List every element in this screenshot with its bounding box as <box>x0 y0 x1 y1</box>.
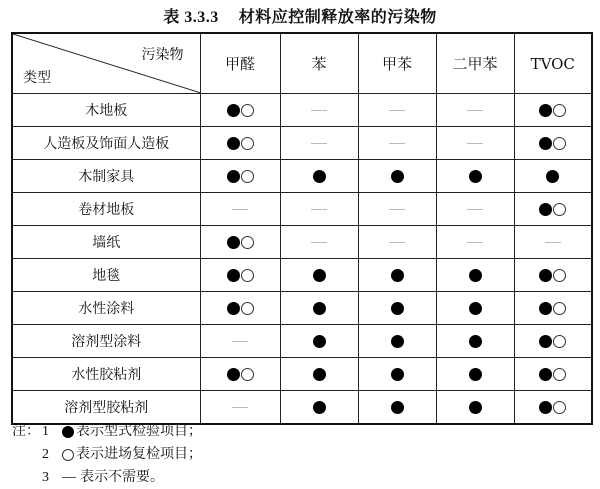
dash-icon <box>232 341 248 342</box>
note-text: 表示不需要。 <box>80 469 164 485</box>
table-row <box>12 226 592 259</box>
table-row <box>12 325 592 358</box>
row-label: 水性胶粘剂 <box>12 358 200 391</box>
filled-dot-icon <box>313 335 326 348</box>
type-and-site-test-cell <box>514 259 592 292</box>
type-test-cell <box>280 160 358 193</box>
note-text: 表示型式检验项目； <box>76 423 202 439</box>
filled-dot-icon <box>469 302 482 315</box>
not-required-cell <box>200 193 280 226</box>
filled-dot-icon <box>313 401 326 414</box>
not-required-cell <box>200 391 280 425</box>
row-label: 墙纸 <box>12 226 200 259</box>
note-item <box>12 466 202 489</box>
table-body <box>12 94 592 425</box>
type-and-site-test-cell <box>514 391 592 425</box>
table-row <box>12 358 592 391</box>
dash-icon <box>389 110 405 111</box>
filled-dot-icon <box>469 269 482 282</box>
type-and-site-test-cell <box>200 292 280 325</box>
dash-icon <box>62 477 78 478</box>
table-caption: 材料应控制释放率的污染物 <box>238 7 437 26</box>
dash-icon <box>467 110 483 111</box>
row-label: 溶剂型涂料 <box>12 325 200 358</box>
column-header: TVOC <box>514 33 592 94</box>
row-label: 木制家具 <box>12 160 200 193</box>
note-item <box>12 420 202 443</box>
type-and-site-test-cell <box>200 160 280 193</box>
dot-and-circle-icon <box>539 104 566 117</box>
row-label: 水性涂料 <box>12 292 200 325</box>
dash-icon <box>467 143 483 144</box>
not-required-cell <box>280 193 358 226</box>
note-item <box>12 443 202 466</box>
not-required-cell <box>358 226 436 259</box>
dash-icon <box>311 143 327 144</box>
not-required-cell <box>280 226 358 259</box>
filled-dot-icon <box>469 335 482 348</box>
dot-and-circle-icon <box>227 104 254 117</box>
type-test-cell <box>358 292 436 325</box>
dash-icon <box>389 242 405 243</box>
note-number: 1 <box>42 424 49 439</box>
type-and-site-test-cell <box>200 259 280 292</box>
dot-and-circle-icon <box>539 302 566 315</box>
dot-and-circle-icon <box>227 302 254 315</box>
table-row <box>12 193 592 226</box>
type-test-cell <box>280 292 358 325</box>
dot-and-circle-icon <box>539 203 566 216</box>
dash-icon <box>467 209 483 210</box>
notes-prefix: 注： <box>12 423 40 439</box>
dot-and-circle-icon <box>539 335 566 348</box>
dot-and-circle-icon <box>227 236 254 249</box>
table-number: 表 3.3.3 <box>163 9 219 26</box>
dot-and-circle-icon <box>539 401 566 414</box>
type-test-cell <box>358 160 436 193</box>
dot-and-circle-icon <box>539 368 566 381</box>
dash-icon <box>389 209 405 210</box>
corner-header-cell <box>12 33 200 94</box>
note-text: 表示进场复检项目； <box>76 446 202 462</box>
not-required-cell <box>436 127 514 160</box>
type-test-cell <box>280 358 358 391</box>
dot-and-circle-icon <box>227 170 254 183</box>
table-row <box>12 391 592 425</box>
column-header: 甲苯 <box>358 33 436 94</box>
not-required-cell <box>358 94 436 127</box>
row-label: 卷材地板 <box>12 193 200 226</box>
not-required-cell <box>358 127 436 160</box>
dot-and-circle-icon <box>227 269 254 282</box>
type-test-cell <box>358 358 436 391</box>
filled-dot-icon <box>391 269 404 282</box>
not-required-cell <box>436 193 514 226</box>
filled-dot-icon <box>391 170 404 183</box>
type-and-site-test-cell <box>200 94 280 127</box>
dot-and-circle-icon <box>227 368 254 381</box>
dash-icon <box>311 242 327 243</box>
type-test-cell <box>436 259 514 292</box>
type-test-cell <box>358 259 436 292</box>
type-test-cell <box>358 325 436 358</box>
table-row <box>12 94 592 127</box>
type-test-cell <box>436 292 514 325</box>
type-test-cell <box>280 391 358 425</box>
filled-dot-icon <box>469 170 482 183</box>
type-test-cell <box>280 259 358 292</box>
corner-top-label: 污染物 <box>141 47 184 63</box>
type-test-cell <box>358 391 436 425</box>
row-label: 木地板 <box>12 94 200 127</box>
type-test-cell <box>436 160 514 193</box>
type-test-cell <box>280 325 358 358</box>
type-and-site-test-cell <box>514 325 592 358</box>
not-required-cell <box>280 94 358 127</box>
corner-bottom-label: 类型 <box>23 70 51 86</box>
filled-dot-icon <box>391 335 404 348</box>
dash-icon <box>389 143 405 144</box>
filled-dot-icon <box>62 426 74 438</box>
type-and-site-test-cell <box>514 193 592 226</box>
table-row <box>12 127 592 160</box>
column-header: 二甲苯 <box>436 33 514 94</box>
dash-icon <box>311 209 327 210</box>
not-required-cell <box>436 94 514 127</box>
header-row <box>12 33 592 94</box>
dash-icon <box>545 242 561 243</box>
column-header: 苯 <box>280 33 358 94</box>
notes <box>12 420 202 489</box>
dash-icon <box>232 209 248 210</box>
not-required-cell <box>358 193 436 226</box>
filled-dot-icon <box>313 269 326 282</box>
type-and-site-test-cell <box>514 127 592 160</box>
type-and-site-test-cell <box>200 127 280 160</box>
not-required-cell <box>200 325 280 358</box>
note-number: 3 <box>42 470 49 485</box>
row-label: 人造板及饰面人造板 <box>12 127 200 160</box>
hollow-circle-icon <box>62 449 74 461</box>
pollutant-table <box>11 32 593 425</box>
dot-and-circle-icon <box>539 137 566 150</box>
table-row <box>12 292 592 325</box>
filled-dot-icon <box>313 302 326 315</box>
type-and-site-test-cell <box>200 358 280 391</box>
row-label: 溶剂型胶粘剂 <box>12 391 200 425</box>
filled-dot-icon <box>391 302 404 315</box>
not-required-cell <box>514 226 592 259</box>
dash-icon <box>311 110 327 111</box>
table-row <box>12 259 592 292</box>
dash-icon <box>467 242 483 243</box>
not-required-cell <box>436 226 514 259</box>
row-label: 地毯 <box>12 259 200 292</box>
table-row <box>12 160 592 193</box>
filled-dot-icon <box>313 170 326 183</box>
filled-dot-icon <box>391 401 404 414</box>
column-header: 甲醛 <box>200 33 280 94</box>
dash-icon <box>232 407 248 408</box>
dot-and-circle-icon <box>539 269 566 282</box>
filled-dot-icon <box>469 401 482 414</box>
type-and-site-test-cell <box>200 226 280 259</box>
filled-dot-icon <box>546 170 559 183</box>
type-and-site-test-cell <box>514 94 592 127</box>
filled-dot-icon <box>391 368 404 381</box>
note-number: 2 <box>42 447 49 462</box>
not-required-cell <box>280 127 358 160</box>
table-title <box>0 4 600 27</box>
type-test-cell <box>514 160 592 193</box>
type-and-site-test-cell <box>514 358 592 391</box>
type-test-cell <box>436 325 514 358</box>
filled-dot-icon <box>469 368 482 381</box>
dot-and-circle-icon <box>227 137 254 150</box>
type-test-cell <box>436 391 514 425</box>
type-test-cell <box>436 358 514 391</box>
type-and-site-test-cell <box>514 292 592 325</box>
filled-dot-icon <box>313 368 326 381</box>
